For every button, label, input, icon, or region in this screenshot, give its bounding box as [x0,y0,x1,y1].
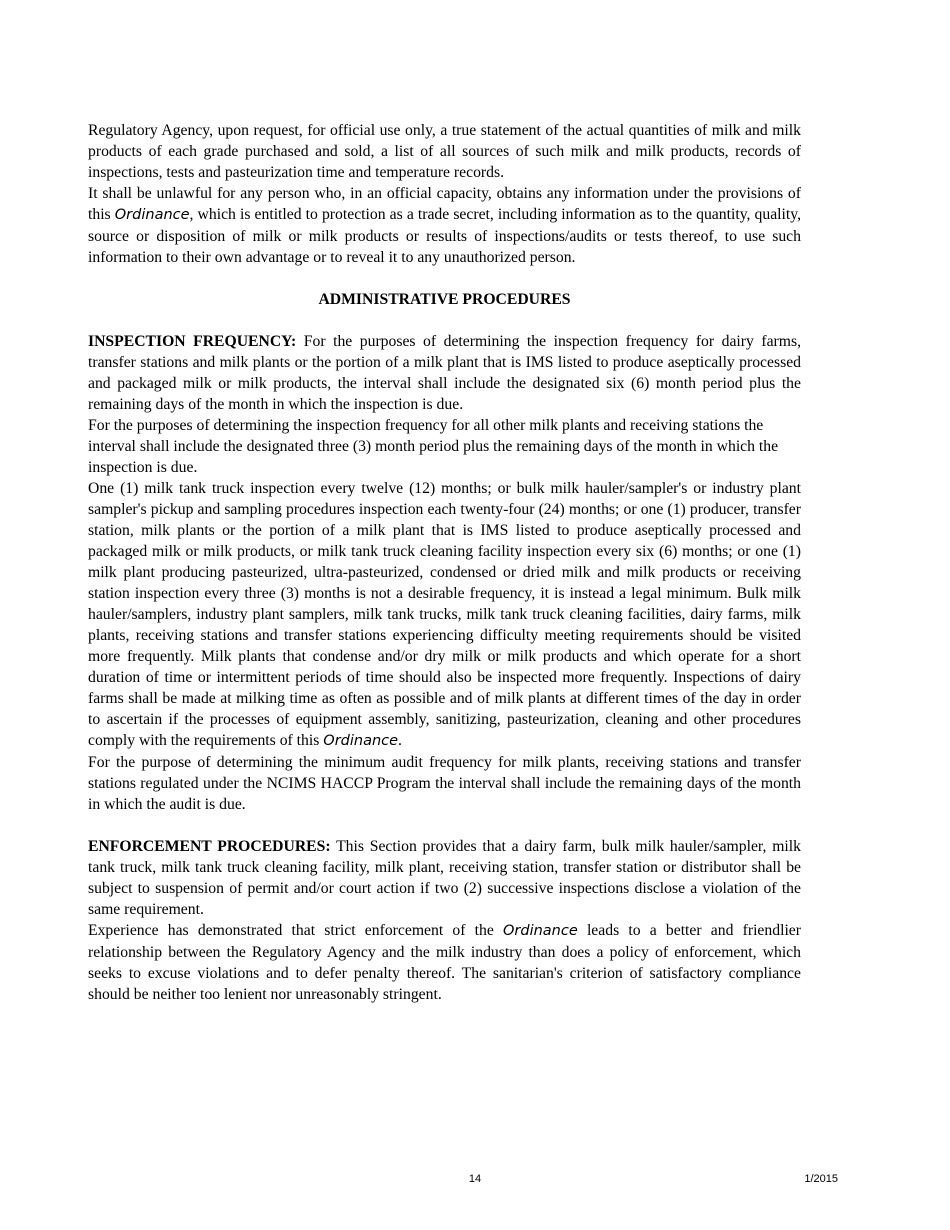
ordinance-term: Ordinance [502,923,578,939]
inspection-paragraph-3-text-a: One (1) milk tank truck inspection every twelve (12) months; or bulk milk hauler/sampler's or industry plant sampler's pickup and sampling procedures inspection each twenty-four (24) months; or one (1) producer, transfer station, milk plants or the portion of a milk plant that is IMS listed to produce aseptically processed and packaged milk or milk products, or milk tank truck cleaning facility inspection every six (6) months; or one (1) milk plant producing pasteurized, ultra-pasteurized, condensed or dried milk and milk products or receiving station inspection every three (3) months is not a desirable frequency, it is instead a legal minimum. Bulk milk hauler/samplers, industry plant samplers, milk tank trucks, milk tank truck cleaning facilities, dairy farms, milk plants, receiving stations and transfer stations experiencing difficulty meeting requirements should be visited more frequently. Milk plants that condense and/or dry milk or milk products and which operate for a short duration of time or intermittent periods of time should also be inspected more frequently. Inspections of dairy farms shall be made at milking time as often as possible and of milk plants at different times of the day in order to ascertain if the processes of equipment assembly, sanitizing, pasteurization, cleaning and other procedures comply with the requirements of this [88,480,801,749]
footer-date: 1/2015 [804,1173,838,1185]
enforcement-paragraph-2 [88,920,801,1005]
inspection-frequency-title: INSPECTION FREQUENCY: [88,333,297,350]
intro-paragraph-2 [88,183,801,268]
inspection-paragraph-3-text-b: . [398,732,402,749]
intro-paragraph-1 [88,120,801,183]
inspection-paragraph-1 [88,331,801,415]
ordinance-term: Ordinance [114,207,190,223]
inspection-paragraph-4-text: For the purpose of determining the minimum audit frequency for milk plants, receiving stations and transfer stations regulated under the NCIMS HACCP Program the interval shall include the remaining days of the month in which the audit is due. [88,754,801,813]
intro-paragraph-2-text-b: , which is entitled to protection as a trade secret, including information as to the quantity, quality, source or disposition of milk or milk products or results of inspections/audits or tests thereof, to use such information to their own advantage or to reveal it to any unauthorized person. [88,206,801,266]
enforcement-paragraph-2-text-a: Experience has demonstrated that strict enforcement of the [88,922,494,939]
inspection-paragraph-2-text: For the purposes of determining the inspection frequency for all other milk plants and receiving stations the interval shall include the designated three (3) month period plus the remaining days of the month in which the inspection is due. [88,417,779,476]
inspection-paragraph-4 [88,752,801,815]
page-number: 14 [468,1173,482,1185]
enforcement-procedures-title: ENFORCEMENT PROCEDURES: [88,838,331,855]
inspection-paragraph-1-text: For the purposes of determining the inspection frequency for dairy farms, transfer stations and milk plants or the portion of a milk plant that is IMS listed to produce aseptically processed and packaged milk or milk products, the interval shall include the designated six (6) month period plus the remaining days of the month in which the inspection is due. [88,333,801,413]
section-heading: ADMINISTRATIVE PROCEDURES [318,291,571,308]
intro-paragraph-1-text: Regulatory Agency, upon request, for official use only, a true statement of the actual quantities of milk and milk products of each grade purchased and sold, a list of all sources of such milk and milk products, records of inspections, tests and pasteurization time and temperature records. [88,122,801,181]
enforcement-paragraph-1-text: This Section provides that a dairy farm, bulk milk hauler/sampler, milk tank truck, milk tank truck cleaning facility, milk plant, receiving station, transfer station or distributor shall be subject to suspension of permit and/or court action if two (2) successive inspections disclose a violation of the same requirement. [88,838,801,918]
ordinance-term: Ordinance [323,733,399,749]
document-body [88,120,801,1005]
inspection-paragraph-3 [88,478,801,752]
inspection-paragraph-2 [88,415,801,478]
intro-paragraph-2-text-a: It shall be unlawful for any person who, in an official capacity, obtains any information under the provisions of this [88,185,801,223]
enforcement-paragraph-2-text-b: leads to a better and friendlier relationship between the Regulatory Agency and the milk industry than does a policy of enforcement, which seeks to excuse violations and to defer penalty thereof. The sanitarian's criterion of satisfactory compliance should be neither too lenient nor unreasonably stringent. [88,922,801,1003]
enforcement-paragraph-1 [88,836,801,920]
